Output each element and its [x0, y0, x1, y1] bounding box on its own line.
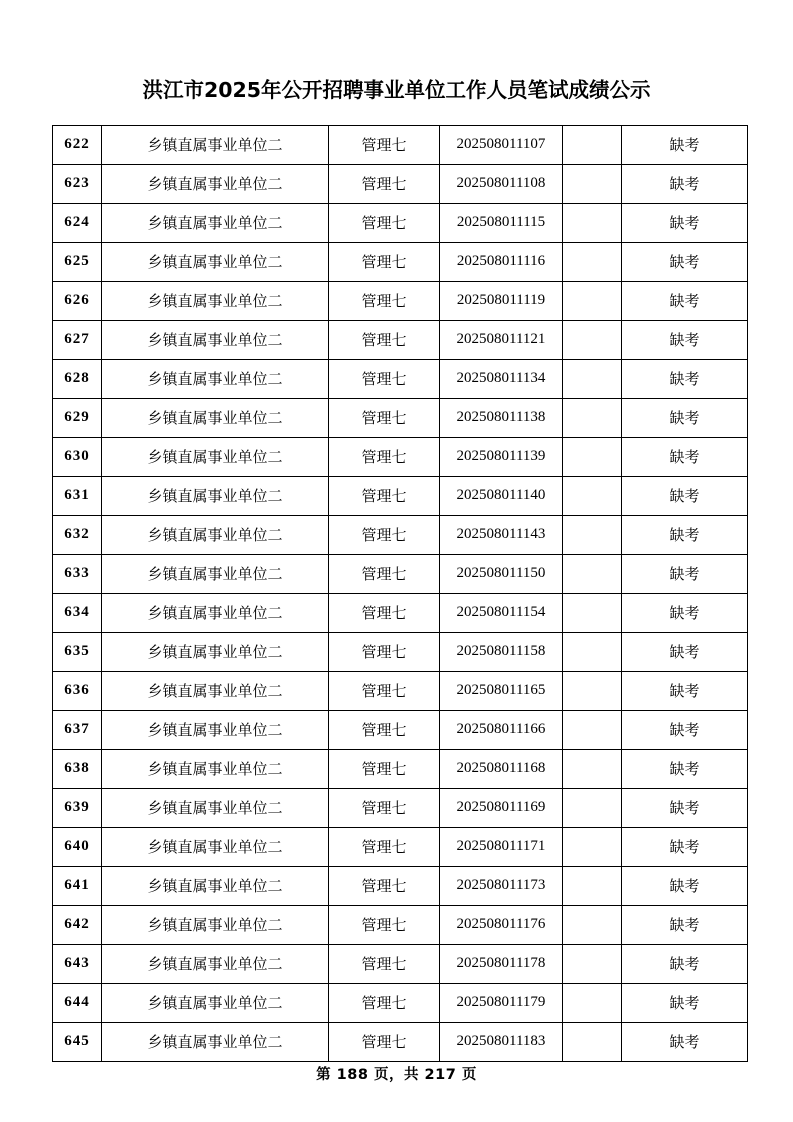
- cell-ticket-number: 202508011116: [440, 242, 563, 281]
- table-row: [53, 320, 748, 359]
- cell-score: 缺考: [622, 710, 748, 749]
- page-footer: 第 188 页，共 217 页: [316, 1067, 477, 1083]
- cell-unit-name: 乡镇直属事业单位二: [102, 164, 329, 203]
- cell-ticket-number: 202508011138: [440, 398, 563, 437]
- cell-score: 缺考: [622, 632, 748, 671]
- cell-blank: [563, 827, 622, 866]
- cell-post-type: 管理七: [329, 671, 440, 710]
- cell-serial-number: 627: [53, 320, 102, 359]
- cell-ticket-number: 202508011140: [440, 476, 563, 515]
- table-row: [53, 554, 748, 593]
- table-row: [53, 749, 748, 788]
- cell-blank: [563, 164, 622, 203]
- cell-ticket-number: 202508011139: [440, 437, 563, 476]
- table-row: [53, 164, 748, 203]
- cell-post-type: 管理七: [329, 944, 440, 983]
- cell-ticket-number: 202508011178: [440, 944, 563, 983]
- cell-ticket-number: 202508011171: [440, 827, 563, 866]
- cell-unit-name: 乡镇直属事业单位二: [102, 788, 329, 827]
- cell-serial-number: 624: [53, 203, 102, 242]
- cell-ticket-number: 202508011165: [440, 671, 563, 710]
- cell-blank: [563, 671, 622, 710]
- cell-serial-number: 632: [53, 515, 102, 554]
- table-row: [53, 710, 748, 749]
- cell-blank: [563, 476, 622, 515]
- cell-unit-name: 乡镇直属事业单位二: [102, 983, 329, 1022]
- cell-serial-number: 640: [53, 827, 102, 866]
- table-row: [53, 983, 748, 1022]
- table-row: [53, 788, 748, 827]
- cell-ticket-number: 202508011119: [440, 281, 563, 320]
- cell-ticket-number: 202508011169: [440, 788, 563, 827]
- cell-unit-name: 乡镇直属事业单位二: [102, 827, 329, 866]
- cell-serial-number: 643: [53, 944, 102, 983]
- cell-serial-number: 622: [53, 125, 102, 164]
- cell-unit-name: 乡镇直属事业单位二: [102, 944, 329, 983]
- cell-post-type: 管理七: [329, 1022, 440, 1061]
- cell-score: 缺考: [622, 281, 748, 320]
- cell-serial-number: 623: [53, 164, 102, 203]
- cell-ticket-number: 202508011150: [440, 554, 563, 593]
- cell-unit-name: 乡镇直属事业单位二: [102, 866, 329, 905]
- cell-ticket-number: 202508011168: [440, 749, 563, 788]
- cell-score: 缺考: [622, 242, 748, 281]
- cell-unit-name: 乡镇直属事业单位二: [102, 398, 329, 437]
- cell-blank: [563, 866, 622, 905]
- cell-serial-number: 625: [53, 242, 102, 281]
- score-table-body: [53, 125, 748, 1061]
- table-row: [53, 905, 748, 944]
- cell-post-type: 管理七: [329, 905, 440, 944]
- cell-blank: [563, 515, 622, 554]
- cell-post-type: 管理七: [329, 554, 440, 593]
- table-row: [53, 476, 748, 515]
- page-title: 洪江市2025年公开招聘事业单位工作人员笔试成绩公示: [142, 78, 651, 102]
- cell-blank: [563, 632, 622, 671]
- cell-post-type: 管理七: [329, 593, 440, 632]
- table-row: [53, 671, 748, 710]
- cell-score: 缺考: [622, 320, 748, 359]
- cell-score: 缺考: [622, 554, 748, 593]
- cell-score: 缺考: [622, 866, 748, 905]
- table-row: [53, 515, 748, 554]
- cell-ticket-number: 202508011154: [440, 593, 563, 632]
- cell-score: 缺考: [622, 1022, 748, 1061]
- cell-ticket-number: 202508011179: [440, 983, 563, 1022]
- cell-post-type: 管理七: [329, 632, 440, 671]
- cell-serial-number: 637: [53, 710, 102, 749]
- table-row: [53, 437, 748, 476]
- cell-ticket-number: 202508011115: [440, 203, 563, 242]
- cell-unit-name: 乡镇直属事业单位二: [102, 710, 329, 749]
- cell-unit-name: 乡镇直属事业单位二: [102, 437, 329, 476]
- score-table: [52, 125, 748, 1062]
- table-row: [53, 125, 748, 164]
- cell-blank: [563, 437, 622, 476]
- cell-serial-number: 639: [53, 788, 102, 827]
- cell-ticket-number: 202508011158: [440, 632, 563, 671]
- score-table-container: [0, 125, 793, 1062]
- cell-blank: [563, 125, 622, 164]
- cell-post-type: 管理七: [329, 320, 440, 359]
- cell-ticket-number: 202508011134: [440, 359, 563, 398]
- cell-blank: [563, 281, 622, 320]
- cell-unit-name: 乡镇直属事业单位二: [102, 671, 329, 710]
- cell-post-type: 管理七: [329, 203, 440, 242]
- cell-ticket-number: 202508011183: [440, 1022, 563, 1061]
- cell-score: 缺考: [622, 827, 748, 866]
- cell-score: 缺考: [622, 515, 748, 554]
- cell-score: 缺考: [622, 476, 748, 515]
- cell-post-type: 管理七: [329, 164, 440, 203]
- cell-serial-number: 630: [53, 437, 102, 476]
- cell-blank: [563, 320, 622, 359]
- cell-serial-number: 631: [53, 476, 102, 515]
- cell-post-type: 管理七: [329, 788, 440, 827]
- cell-score: 缺考: [622, 203, 748, 242]
- cell-post-type: 管理七: [329, 476, 440, 515]
- cell-serial-number: 645: [53, 1022, 102, 1061]
- cell-ticket-number: 202508011108: [440, 164, 563, 203]
- table-row: [53, 242, 748, 281]
- cell-serial-number: 638: [53, 749, 102, 788]
- cell-unit-name: 乡镇直属事业单位二: [102, 632, 329, 671]
- cell-unit-name: 乡镇直属事业单位二: [102, 125, 329, 164]
- cell-blank: [563, 554, 622, 593]
- cell-blank: [563, 359, 622, 398]
- cell-post-type: 管理七: [329, 749, 440, 788]
- cell-post-type: 管理七: [329, 866, 440, 905]
- cell-post-type: 管理七: [329, 437, 440, 476]
- cell-score: 缺考: [622, 905, 748, 944]
- cell-post-type: 管理七: [329, 515, 440, 554]
- table-row: [53, 632, 748, 671]
- cell-post-type: 管理七: [329, 281, 440, 320]
- cell-ticket-number: 202508011121: [440, 320, 563, 359]
- cell-blank: [563, 242, 622, 281]
- cell-unit-name: 乡镇直属事业单位二: [102, 281, 329, 320]
- cell-blank: [563, 905, 622, 944]
- table-row: [53, 944, 748, 983]
- table-row: [53, 827, 748, 866]
- cell-unit-name: 乡镇直属事业单位二: [102, 593, 329, 632]
- cell-score: 缺考: [622, 788, 748, 827]
- cell-ticket-number: 202508011107: [440, 125, 563, 164]
- table-row: [53, 866, 748, 905]
- cell-ticket-number: 202508011176: [440, 905, 563, 944]
- cell-blank: [563, 1022, 622, 1061]
- cell-serial-number: 642: [53, 905, 102, 944]
- cell-score: 缺考: [622, 437, 748, 476]
- table-row: [53, 398, 748, 437]
- cell-score: 缺考: [622, 164, 748, 203]
- table-row: [53, 593, 748, 632]
- cell-ticket-number: 202508011143: [440, 515, 563, 554]
- cell-score: 缺考: [622, 671, 748, 710]
- cell-score: 缺考: [622, 593, 748, 632]
- cell-blank: [563, 398, 622, 437]
- cell-ticket-number: 202508011173: [440, 866, 563, 905]
- cell-score: 缺考: [622, 125, 748, 164]
- cell-unit-name: 乡镇直属事业单位二: [102, 203, 329, 242]
- cell-score: 缺考: [622, 983, 748, 1022]
- cell-serial-number: 628: [53, 359, 102, 398]
- cell-serial-number: 626: [53, 281, 102, 320]
- cell-unit-name: 乡镇直属事业单位二: [102, 359, 329, 398]
- cell-ticket-number: 202508011166: [440, 710, 563, 749]
- cell-score: 缺考: [622, 944, 748, 983]
- cell-score: 缺考: [622, 398, 748, 437]
- cell-blank: [563, 749, 622, 788]
- cell-blank: [563, 593, 622, 632]
- cell-unit-name: 乡镇直属事业单位二: [102, 1022, 329, 1061]
- cell-unit-name: 乡镇直属事业单位二: [102, 320, 329, 359]
- cell-post-type: 管理七: [329, 359, 440, 398]
- cell-blank: [563, 983, 622, 1022]
- cell-post-type: 管理七: [329, 983, 440, 1022]
- cell-serial-number: 634: [53, 593, 102, 632]
- cell-unit-name: 乡镇直属事业单位二: [102, 905, 329, 944]
- cell-serial-number: 629: [53, 398, 102, 437]
- table-row: [53, 203, 748, 242]
- cell-blank: [563, 944, 622, 983]
- cell-unit-name: 乡镇直属事业单位二: [102, 515, 329, 554]
- cell-score: 缺考: [622, 749, 748, 788]
- cell-unit-name: 乡镇直属事业单位二: [102, 476, 329, 515]
- cell-serial-number: 641: [53, 866, 102, 905]
- cell-serial-number: 636: [53, 671, 102, 710]
- cell-unit-name: 乡镇直属事业单位二: [102, 749, 329, 788]
- cell-unit-name: 乡镇直属事业单位二: [102, 242, 329, 281]
- cell-post-type: 管理七: [329, 710, 440, 749]
- cell-blank: [563, 203, 622, 242]
- cell-unit-name: 乡镇直属事业单位二: [102, 554, 329, 593]
- cell-serial-number: 633: [53, 554, 102, 593]
- table-row: [53, 1022, 748, 1061]
- cell-serial-number: 644: [53, 983, 102, 1022]
- cell-serial-number: 635: [53, 632, 102, 671]
- cell-post-type: 管理七: [329, 125, 440, 164]
- cell-post-type: 管理七: [329, 398, 440, 437]
- cell-post-type: 管理七: [329, 242, 440, 281]
- table-row: [53, 281, 748, 320]
- cell-score: 缺考: [622, 359, 748, 398]
- table-row: [53, 359, 748, 398]
- cell-blank: [563, 710, 622, 749]
- cell-blank: [563, 788, 622, 827]
- cell-post-type: 管理七: [329, 827, 440, 866]
